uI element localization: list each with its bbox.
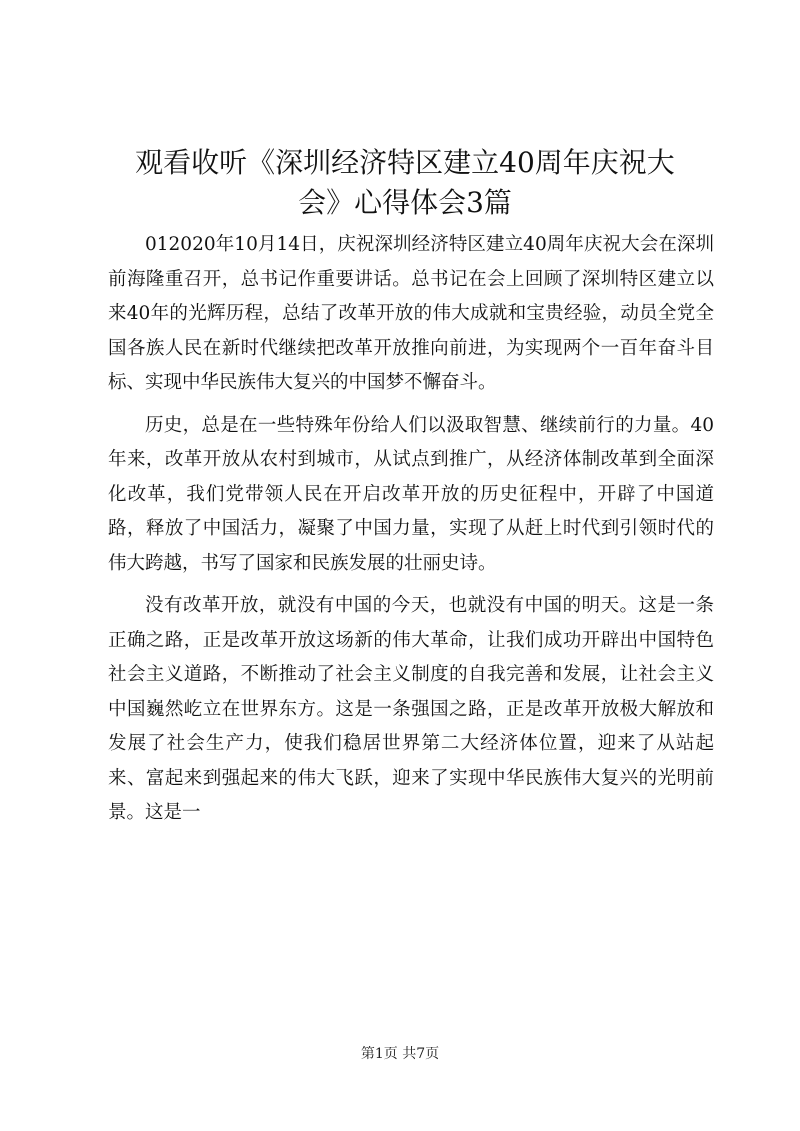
title-line-1: 观看收听《深圳经济特区建立40周年庆祝大 [135, 146, 675, 179]
page-title [100, 143, 710, 223]
paragraph-1: 012020年10月14日，庆祝深圳经济特区建立40周年庆祝大会在深圳前海隆重召开，总书记作重要讲话。总书记在会上回顾了深圳特区建立以来40年的光辉历程，总结了改革开放的伟大成就和宝贵经验，动员全党全国各族人民在新时代继续把改革开放推向前进，为实现两个一百年奋斗目标、实现中华民族伟大复兴的中国梦不懈奋斗。 [108, 234, 714, 393]
page-footer: 第1页 共7页 [360, 1046, 440, 1062]
title-line-2: 会》心得体会3篇 [298, 186, 512, 219]
paragraph-3: 没有改革开放，就没有中国的今天，也就没有中国的明天。这是一条正确之路，正是改革开放这场新的伟大革命，让我们成功开辟出中国特色社会主义道路，不断推动了社会主义制度的自我完善和发展，让社会主义中国巍然屹立在世界东方。这是一条强国之路，正是改革开放极大解放和发展了社会生产力，使我们稳居世界第二大经济体位置，迎来了从站起来、富起来到强起来的伟大飞跃，迎来了实现中华民族伟大复兴的光明前景。这是一 [108, 595, 714, 823]
document-body [108, 228, 714, 839]
paragraph-2: 历史，总是在一些特殊年份给人们以汲取智慧、继续前行的力量。40年来，改革开放从农村到城市，从试点到推广，从经济体制改革到全面深化改革，我们党带领人民在开启改革开放的历史征程中，开辟了中国道路，释放了中国活力，凝聚了中国力量，实现了从赶上时代到引领时代的伟大跨越，书写了国家和民族发展的壮丽史诗。 [108, 414, 714, 574]
